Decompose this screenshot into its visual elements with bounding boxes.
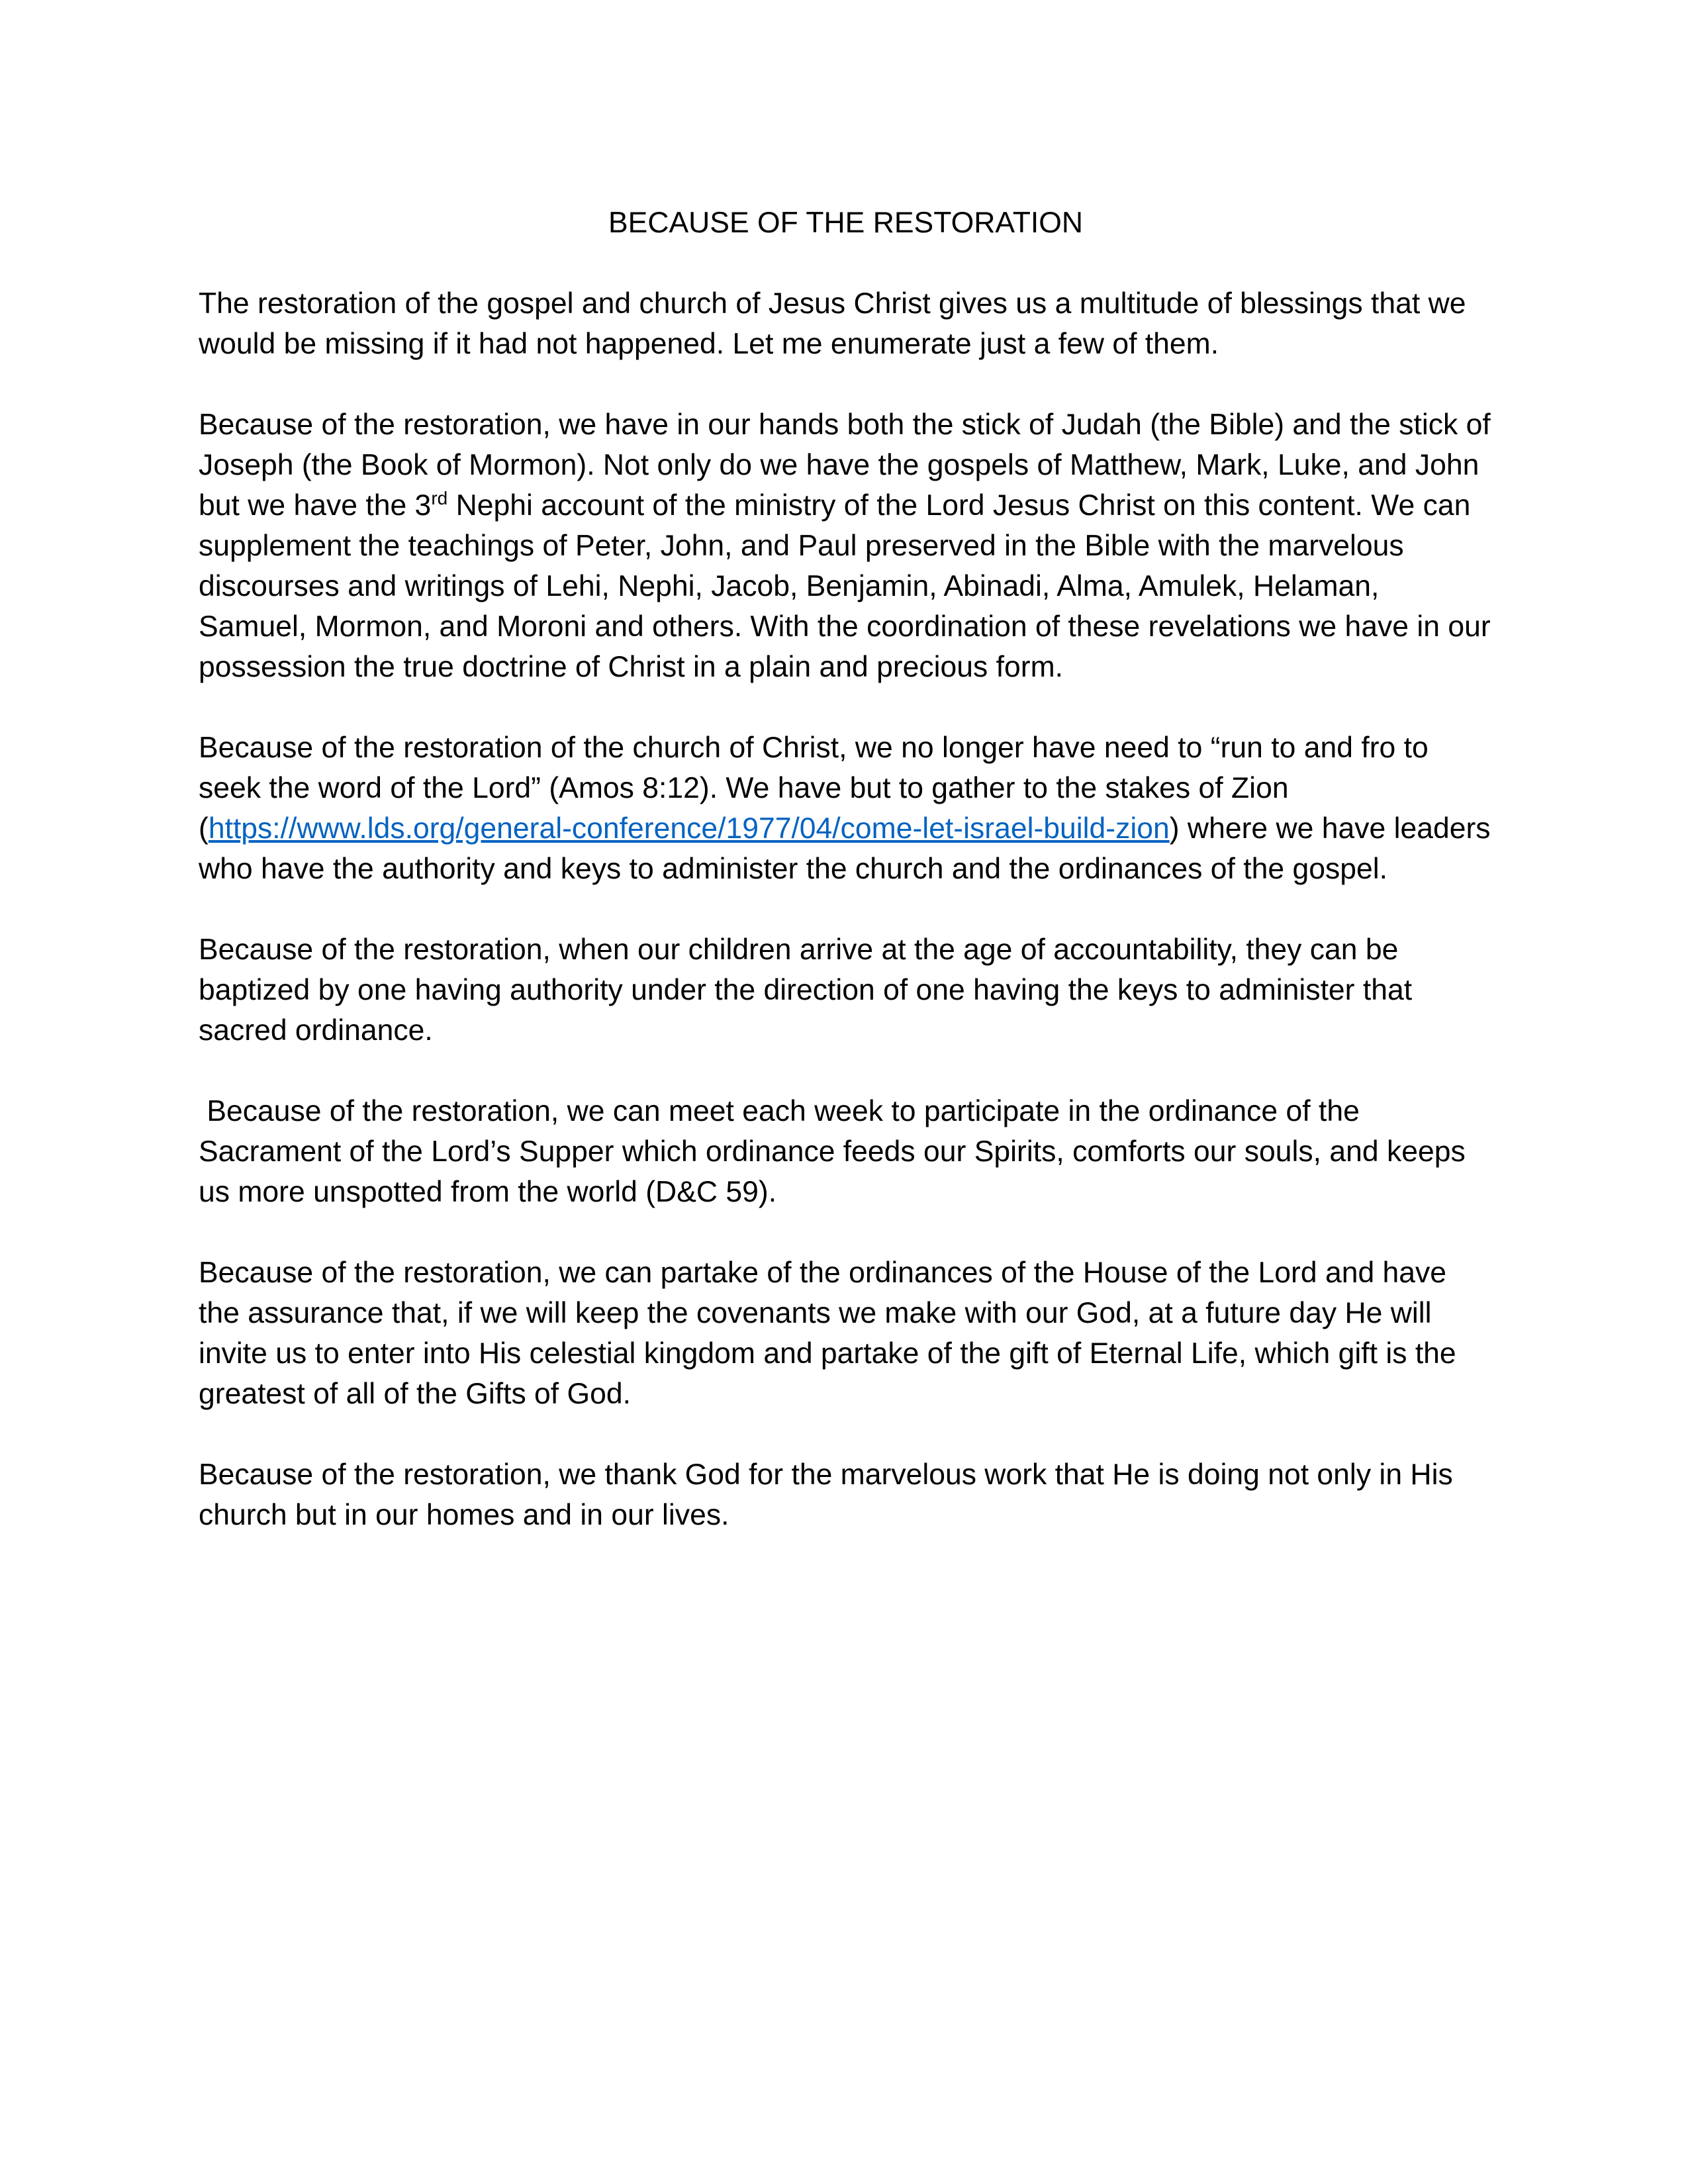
paragraph-church xyxy=(199,728,1493,889)
conference-talk-link[interactable]: https://www.lds.org/general-conference/1977/04/come-let-israel-build-zion xyxy=(208,812,1170,845)
paragraph-scriptures-text-start: Because of the restoration, we have in our hands both the stick of Judah (the Bible) and the stick of Joseph (the Book of Mormon). Not only do we have the gospels of Matthew, Mark, Luke, and John but we have the 3 xyxy=(199,408,1491,522)
paragraph-gratitude xyxy=(199,1454,1493,1535)
paragraph-gratitude-text: Because of the restoration, we thank God for the marvelous work that He is doing not only in His church but in our homes and in our lives. xyxy=(199,1458,1453,1531)
paragraph-baptism xyxy=(199,929,1493,1051)
document-title: BECAUSE OF THE RESTORATION xyxy=(608,207,1084,239)
document-body xyxy=(199,203,1493,1535)
paragraph-temple xyxy=(199,1253,1493,1414)
paragraph-sacrament xyxy=(199,1091,1493,1212)
paragraph-sacrament-text: Because of the restoration, we can meet each week to participate in the ordinance of the Sacrament of the Lord’s Supper which ordinance feeds our Spirits, comforts our souls, and keeps us more unspotted from the world (D&C 59). xyxy=(199,1095,1474,1208)
paragraph-intro-text: The restoration of the gospel and church of Jesus Christ gives us a multitude of blessings that we would be missing if it had not happened. Let me enumerate just a few of them. xyxy=(199,287,1466,360)
paragraph-church-text-start: Because of the restoration of the church of Christ, we no longer have need to “run to and fro to seek the word of the Lord” (Amos 8:12). We have but to gather to the stakes of Zion ( xyxy=(199,732,1429,845)
paragraph-temple-text: Because of the restoration, we can partake of the ordinances of the House of the Lord and have the assurance that, if we will keep the covenants we make with our God, at a future day He will invite us to enter into His celestial kingdom and partake of the gift of Eternal Life, which gift is the greatest of all of the Gifts of God. xyxy=(199,1257,1456,1410)
paragraph-baptism-text: Because of the restoration, when our children arrive at the age of accountability, they can be baptized by one having authority under the direction of one having the keys to administer that sacred ordinance. xyxy=(199,933,1413,1047)
paragraph-scriptures xyxy=(199,404,1493,687)
paragraph-scriptures-text-end: Nephi account of the ministry of the Lord Jesus Christ on this content. We can supplement the teachings of Peter, John, and Paul preserved in the Bible with the marvelous discourses and writings of Lehi, Nephi, Jacob, Benjamin, Abinadi, Alma, Amulek, Helaman, Samuel, Mormon, and Moroni and others. With the coordination of these revelations we have in our possession the true doctrine of Christ in a plain and precious form. xyxy=(199,489,1491,683)
paragraph-church-text-end: ) where we have leaders who have the authority and keys to administer the church and the ordinances of the gospel. xyxy=(199,812,1491,885)
paragraph-intro xyxy=(199,283,1493,364)
ordinal-superscript: rd xyxy=(431,488,448,509)
